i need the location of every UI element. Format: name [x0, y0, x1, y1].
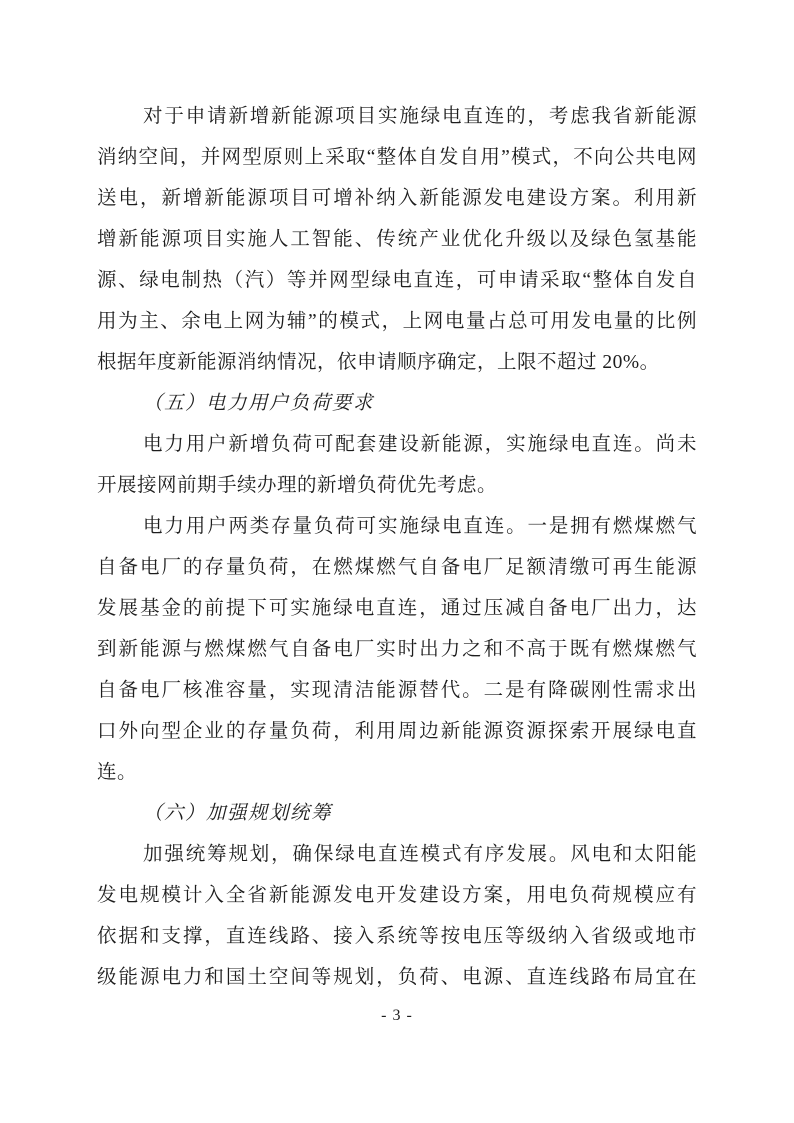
text-line: 对于申请新增新能源项目实施绿电直连的，考虑我省新能源: [143, 106, 697, 127]
text-line: 发电规模计入全省新能源发电开发建设方案，用电负荷规模应有: [97, 885, 697, 906]
text-line: 连。: [97, 762, 138, 783]
text-line: 源、绿电制热（汽）等并网型绿电直连，可申请采取“整体自发自: [97, 270, 697, 291]
text-line: 开展接网前期手续办理的新增负荷优先考虑。: [97, 475, 498, 496]
page-number: - 3 -: [381, 1007, 413, 1024]
text-line: 发展基金的前提下可实施绿电直连，通过压减自备电厂出力，达: [97, 598, 697, 619]
text-line: 电力用户两类存量负荷可实施绿电直连。一是拥有燃煤燃气: [143, 516, 697, 537]
text-line: 自备电厂的存量负荷，在燃煤燃气自备电厂足额清缴可再生能源: [97, 557, 697, 578]
text-line: 增新能源项目实施人工智能、传统产业优化升级以及绿色氢基能: [97, 229, 697, 250]
text-line: 电力用户新增负荷可配套建设新能源，实施绿电直连。尚未: [143, 434, 697, 455]
text-line: 送电，新增新能源项目可增补纳入新能源发电建设方案。利用新: [97, 188, 697, 209]
section-heading: （五）电力用户负荷要求: [143, 393, 375, 414]
text-line: 根据年度新能源消纳情况，依申请顺序确定，上限不超过 20%。: [97, 352, 660, 373]
text-line: 级能源电力和国土空间等规划，负荷、电源、直连线路布局宜在: [97, 967, 697, 988]
section-heading: （六）加强规划统筹: [143, 803, 333, 824]
text-line: 加强统筹规划，确保绿电直连模式有序发展。风电和太阳能: [143, 844, 697, 865]
text-line: 用为主、余电上网为辅”的模式，上网电量占总可用发电量的比例: [97, 311, 697, 332]
document-body: [97, 96, 697, 998]
text-line: 消纳空间，并网型原则上采取“整体自发自用”模式，不向公共电网: [97, 147, 697, 168]
text-line: 依据和支撑，直连线路、接入系统等按电压等级纳入省级或地市: [97, 926, 697, 947]
text-line: 自备电厂核准容量，实现清洁能源替代。二是有降碳刚性需求出: [97, 680, 697, 701]
text-line: 口外向型企业的存量负荷，利用周边新能源资源探索开展绿电直: [97, 721, 697, 742]
text-line: 到新能源与燃煤燃气自备电厂实时出力之和不高于既有燃煤燃气: [97, 639, 697, 660]
